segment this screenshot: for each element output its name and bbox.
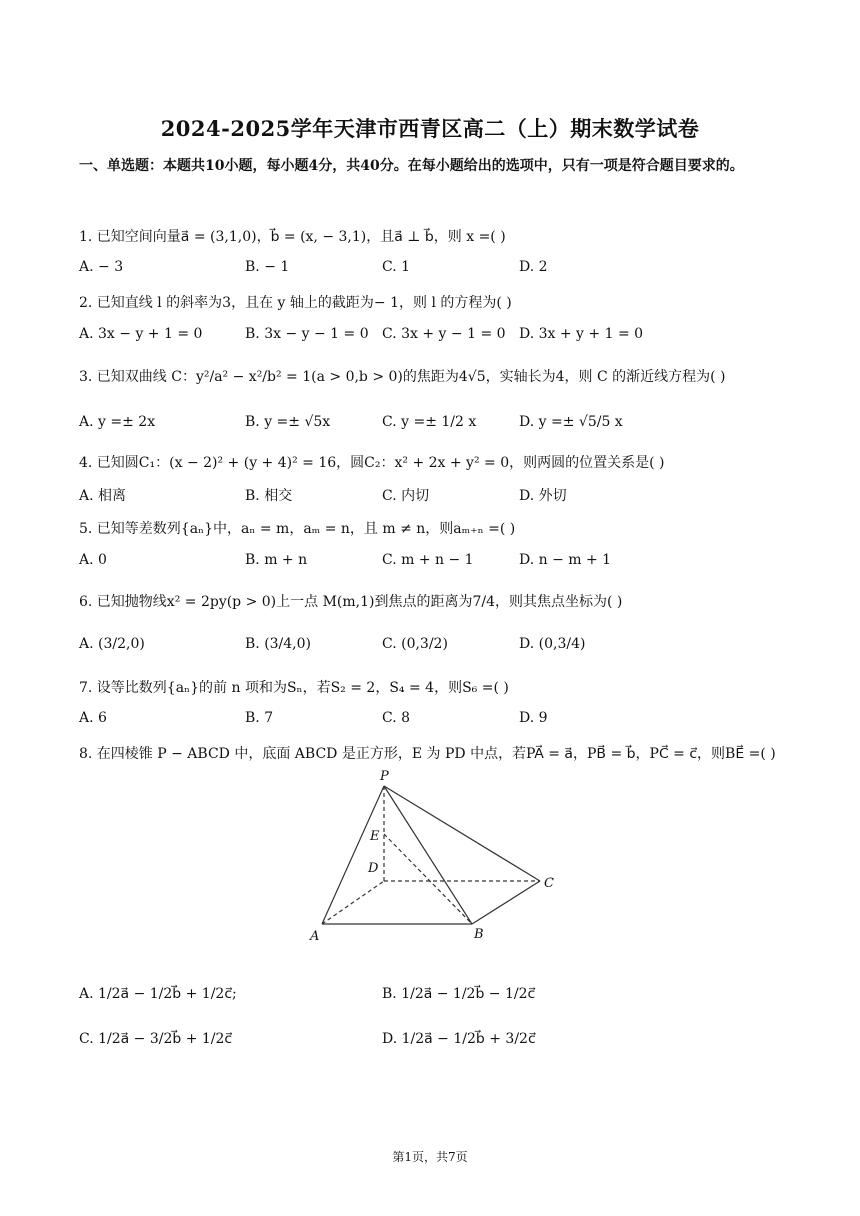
page-footer: 第1页，共7页 bbox=[392, 1150, 468, 1164]
question-4-option-c: C. 内切 bbox=[382, 488, 430, 504]
question-4-option-a: A. 相离 bbox=[79, 488, 127, 504]
question-2-option-b: B. 3x − y − 1 = 0 bbox=[245, 326, 369, 342]
edge-bc bbox=[472, 881, 540, 924]
question-7-option-b: B. 7 bbox=[245, 710, 274, 726]
question-3-option-c: C. y =± 1/2 x bbox=[382, 414, 477, 430]
question-8-option-d: D. 1/2a⃗ − 1/2b⃗ + 3/2c⃗ bbox=[382, 1031, 536, 1047]
question-4-option-b: B. 相交 bbox=[245, 488, 293, 504]
question-6-option-c: C. (0,3/2) bbox=[382, 636, 448, 652]
question-6-option-a: A. (3/2,0) bbox=[79, 636, 145, 652]
question-8-option-a: A. 1/2a⃗ − 1/2b⃗ + 1/2c⃗; bbox=[79, 986, 237, 1002]
question-1-option-d: D. 2 bbox=[519, 259, 548, 275]
question-5-option-a: A. 0 bbox=[79, 552, 107, 568]
question-7-stem: 7. 设等比数列{aₙ}的前 n 项和为Sₙ，若S₂ = 2，S₄ = 4，则S₆ =( ) bbox=[79, 680, 509, 696]
question-1-option-c: C. 1 bbox=[382, 259, 411, 275]
vertex-label-c: C bbox=[544, 876, 554, 891]
vertex-label-d: D bbox=[368, 861, 379, 876]
question-3-option-a: A. y =± 2x bbox=[79, 414, 156, 430]
pyramid-figure bbox=[300, 768, 570, 948]
question-8-option-b: B. 1/2a⃗ − 1/2b⃗ − 1/2c⃗ bbox=[382, 986, 536, 1002]
question-3-option-d: D. y =± √5/5 x bbox=[519, 414, 623, 430]
question-5-option-c: C. m + n − 1 bbox=[382, 552, 474, 568]
question-1-stem: 1. 已知空间向量a⃗ = (3,1,0)，b⃗ = (x, − 3,1)，且a⃗ ⊥ b⃗，则 x =( ) bbox=[79, 229, 506, 245]
section-instructions: 一、单选题：本题共10小题，每小题4分，共40分。在每小题给出的选项中，只有一项是符合题目要求的。 bbox=[79, 158, 744, 174]
point-label-e: E bbox=[370, 829, 380, 844]
question-1-option-b: B. − 1 bbox=[245, 259, 290, 275]
question-4-stem: 4. 已知圆C₁：(x − 2)² + (y + 4)² = 16，圆C₂：x² + 2x + y² = 0，则两圆的位置关系是( ) bbox=[79, 455, 665, 471]
segment-be bbox=[384, 834, 472, 924]
edge-pc bbox=[384, 786, 540, 881]
question-5-option-d: D. n − m + 1 bbox=[519, 552, 612, 568]
edge-pa bbox=[322, 786, 384, 924]
question-2-option-c: C. 3x + y − 1 = 0 bbox=[382, 326, 506, 342]
vertex-label-a: A bbox=[310, 929, 320, 944]
question-1-option-a: A. − 3 bbox=[79, 259, 124, 275]
question-8-option-c: C. 1/2a⃗ − 3/2b⃗ + 1/2c⃗ bbox=[79, 1031, 233, 1047]
question-3-option-b: B. y =± √5x bbox=[245, 414, 331, 430]
question-7-option-d: D. 9 bbox=[519, 710, 548, 726]
question-2-stem: 2. 已知直线 l 的斜率为3，且在 y 轴上的截距为− 1，则 l 的方程为( ) bbox=[79, 295, 512, 311]
question-4-option-d: D. 外切 bbox=[519, 488, 567, 504]
question-7-option-a: A. 6 bbox=[79, 710, 107, 726]
vertex-label-b: B bbox=[474, 927, 484, 942]
question-2-option-d: D. 3x + y + 1 = 0 bbox=[519, 326, 644, 342]
question-7-option-c: C. 8 bbox=[382, 710, 411, 726]
question-2-option-a: A. 3x − y + 1 = 0 bbox=[79, 326, 203, 342]
question-5-option-b: B. m + n bbox=[245, 552, 308, 568]
page-title: 2024-2025学年天津市西青区高二（上）期末数学试卷 bbox=[160, 116, 700, 141]
question-5-stem: 5. 已知等差数列{aₙ}中，aₙ = m，aₘ = n，且 m ≠ n，则aₘ₊ₙ =( ) bbox=[79, 521, 516, 537]
question-6-stem: 6. 已知抛物线x² = 2py(p > 0)上一点 M(m,1)到焦点的距离为7/4，则其焦点坐标为( ) bbox=[79, 594, 623, 610]
question-8-stem: 8. 在四棱锥 P − ABCD 中，底面 ABCD 是正方形，E 为 PD 中点，若PA⃗ = a⃗，PB⃗ = b⃗，PC⃗ = c⃗，则BE⃗ =( ) bbox=[79, 746, 776, 762]
vertex-label-p: P bbox=[380, 769, 389, 784]
question-6-option-b: B. (3/4,0) bbox=[245, 636, 312, 652]
question-3-stem: 3. 已知双曲线 C：y²/a² − x²/b² = 1(a > 0,b > 0)的焦距为4√5，实轴长为4，则 C 的渐近线方程为( ) bbox=[79, 369, 726, 385]
question-6-option-d: D. (0,3/4) bbox=[519, 636, 586, 652]
edge-pb bbox=[384, 786, 472, 924]
